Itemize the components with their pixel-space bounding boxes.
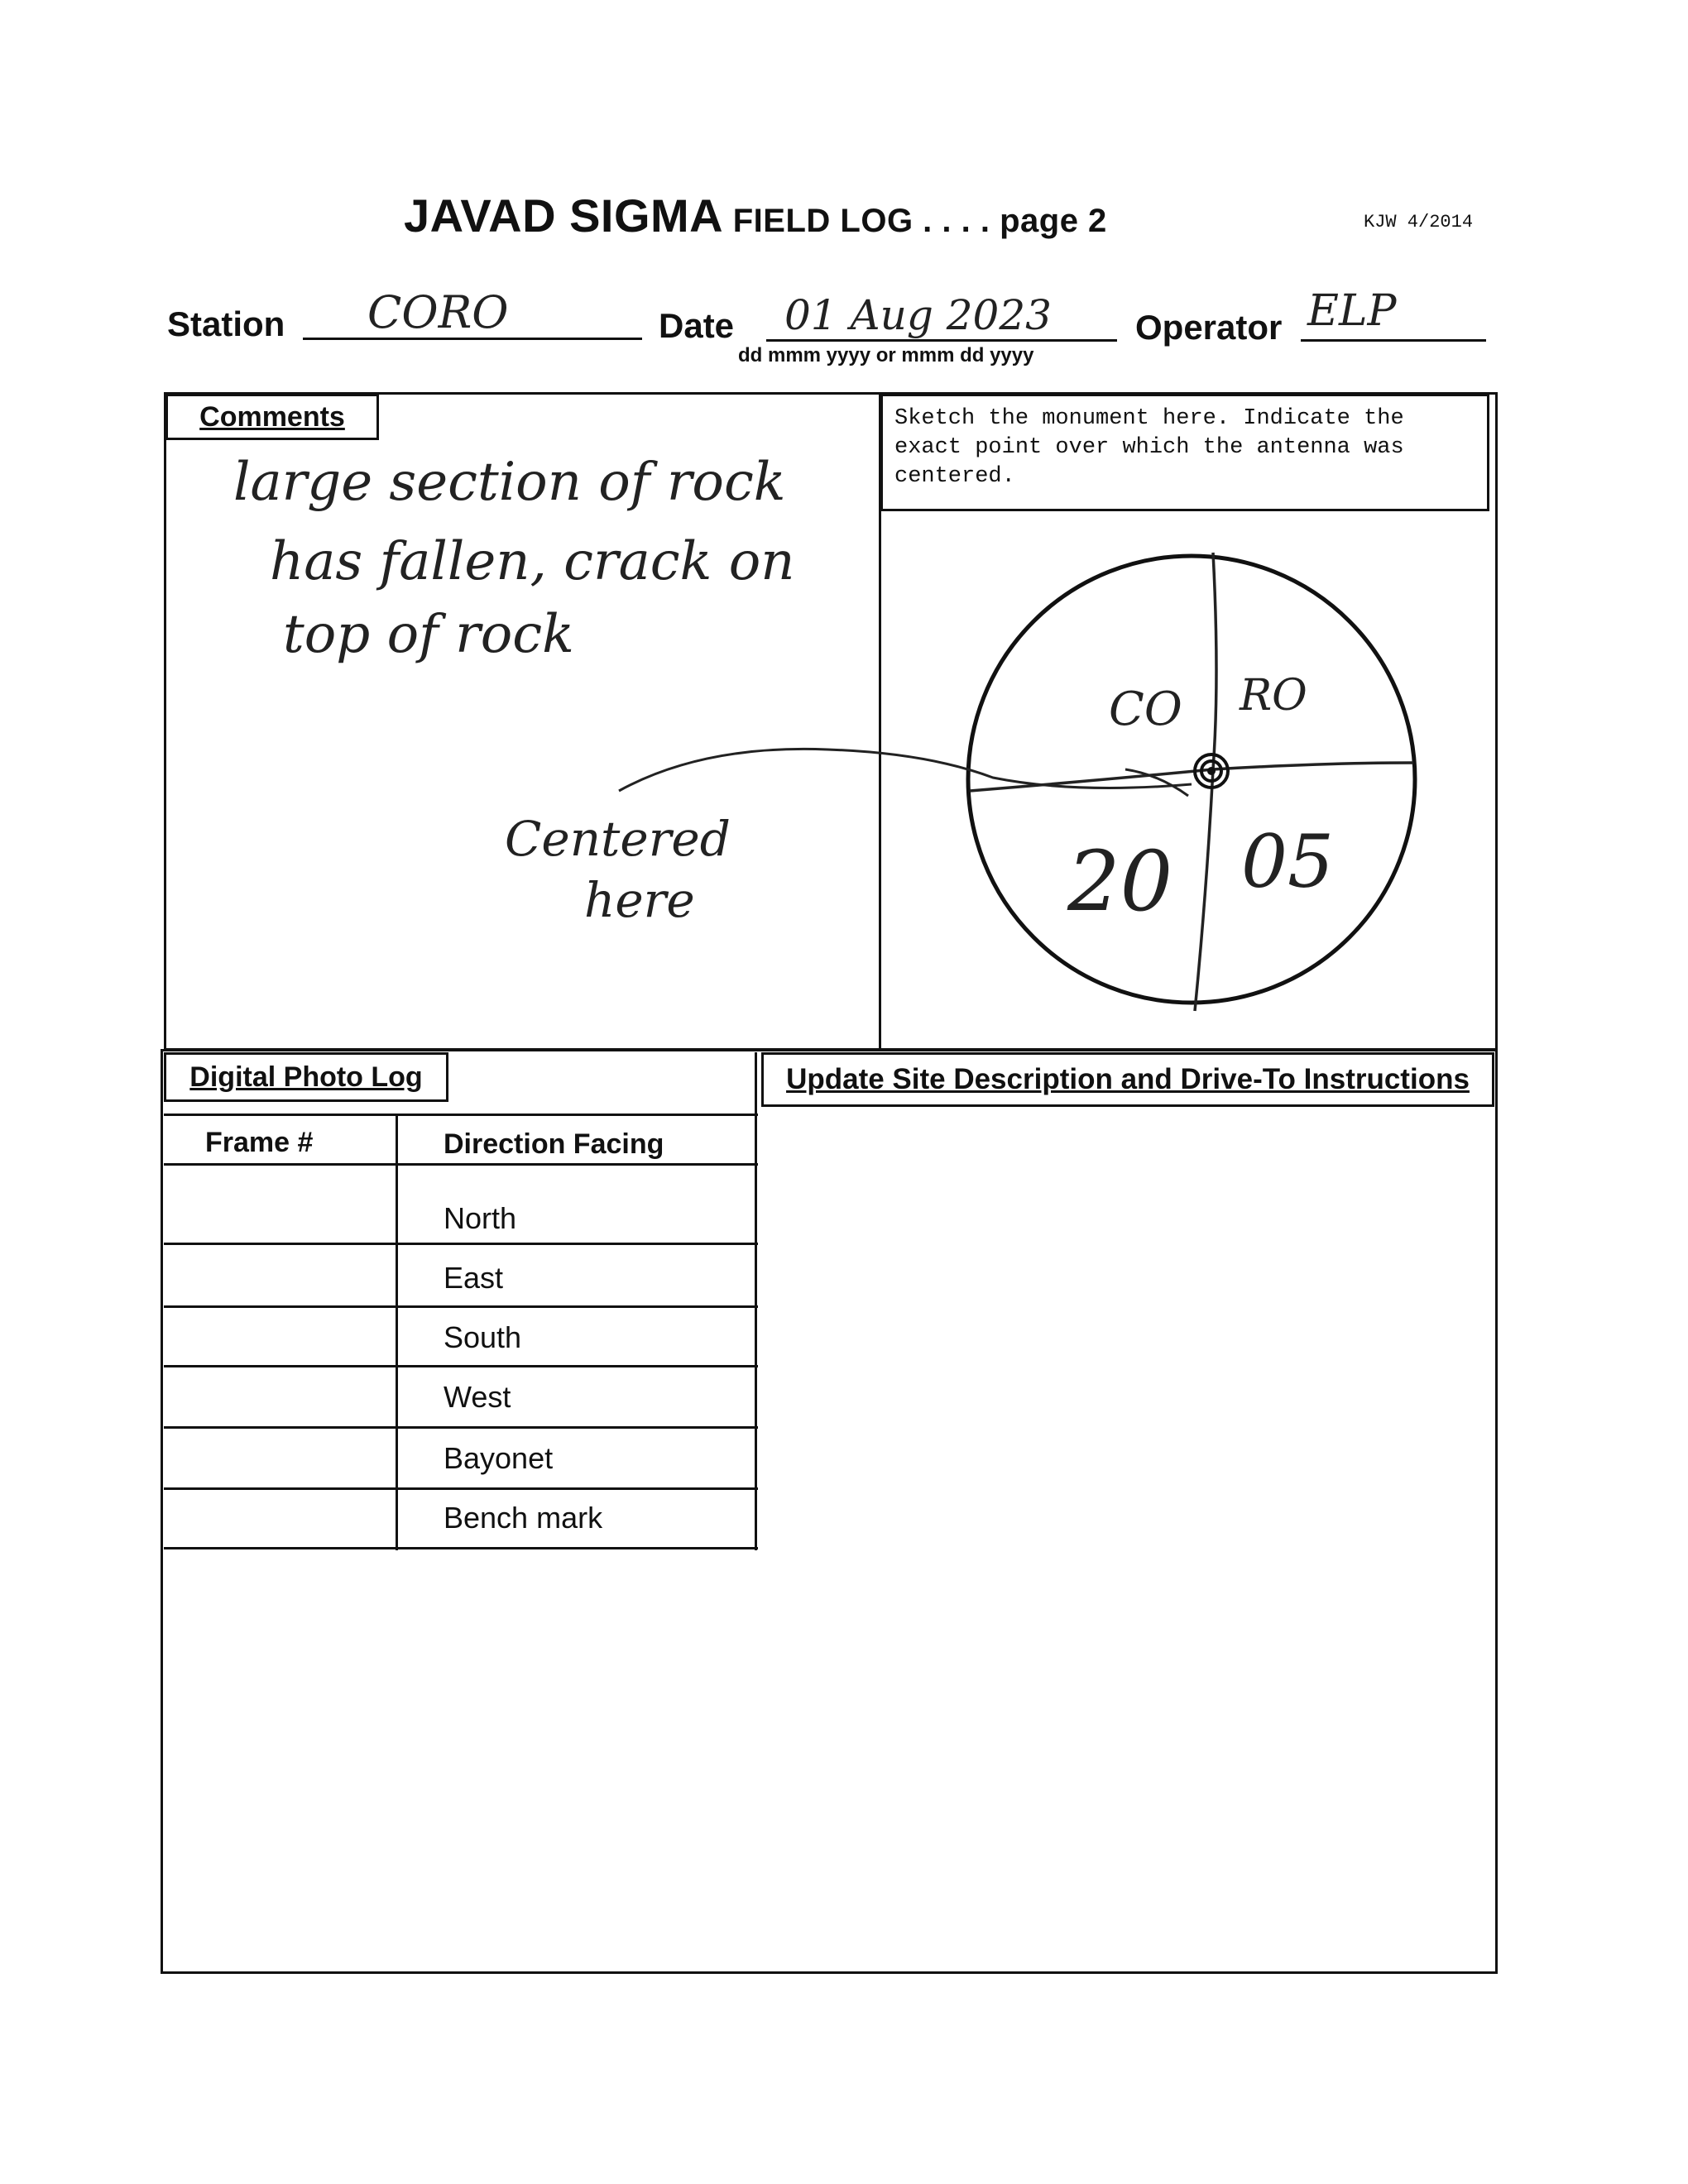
photo-row-line	[164, 1487, 758, 1490]
quad-top-right: RO	[1240, 671, 1307, 721]
quad-bottom-left: 20	[1067, 833, 1173, 930]
photo-row-1-direction: North	[444, 1201, 517, 1235]
comments-line-1[interactable]: large section of rock	[233, 452, 786, 513]
photo-row-2-direction: East	[444, 1261, 504, 1295]
photo-row-line	[164, 1243, 758, 1245]
operator-label: Operator	[1135, 308, 1283, 347]
form-title-main: JAVAD SIGMA	[404, 189, 724, 242]
photo-log-header-line	[164, 1163, 758, 1166]
col-frame-header: Frame #	[205, 1127, 314, 1158]
comments-line-3[interactable]: top of rock	[283, 604, 574, 665]
photo-row-line	[164, 1365, 758, 1367]
station-value[interactable]: CORO	[367, 286, 509, 338]
monument-horizontal-line	[970, 763, 1413, 791]
quad-bottom-right: 05	[1241, 819, 1334, 904]
photo-row-3-direction: South	[444, 1320, 522, 1354]
form-title-rest: FIELD LOG . . . . page 2	[723, 203, 1107, 239]
date-format-hint: dd mmm yyyy or mmm dd yyyy	[738, 344, 1034, 366]
site-description-label: Update Site Description and Drive-To Instructions	[761, 1052, 1494, 1107]
centered-annotation-line-1: Centered	[505, 811, 731, 867]
comments-label: Comments	[165, 394, 379, 440]
sketch-instructions: Sketch the monument here. Indicate the exact point over which the antenna was centered.	[880, 394, 1489, 511]
photo-row-4-direction: West	[444, 1380, 511, 1414]
col-direction-header: Direction Facing	[444, 1128, 664, 1160]
photo-row-6-direction: Bench mark	[444, 1501, 603, 1535]
photo-log-label: Digital Photo Log	[164, 1052, 448, 1102]
date-label: Date	[659, 306, 735, 345]
comments-line-2[interactable]: has fallen, crack on	[270, 531, 795, 592]
photo-log-top-line	[164, 1114, 758, 1116]
centered-annotation-line-2: here	[584, 872, 695, 928]
photo-row-5-direction: Bayonet	[444, 1441, 554, 1475]
quad-top-left: CO	[1109, 682, 1182, 736]
center-mark	[1195, 754, 1228, 788]
centered-arrow	[619, 749, 1192, 791]
photo-log-right-edge	[755, 1052, 757, 1550]
photo-log-column-divider	[396, 1114, 398, 1550]
revision-stamp: KJW 4/2014	[1364, 212, 1474, 232]
monument-circle	[968, 556, 1415, 1003]
operator-value[interactable]: ELP	[1307, 286, 1397, 336]
date-value[interactable]: 01 Aug 2023	[784, 291, 1052, 339]
photo-row-line	[164, 1305, 758, 1308]
photo-row-line	[164, 1426, 758, 1429]
station-label: Station	[167, 304, 285, 343]
site-description-area[interactable]	[770, 1114, 1491, 1966]
photo-row-line	[164, 1547, 758, 1549]
